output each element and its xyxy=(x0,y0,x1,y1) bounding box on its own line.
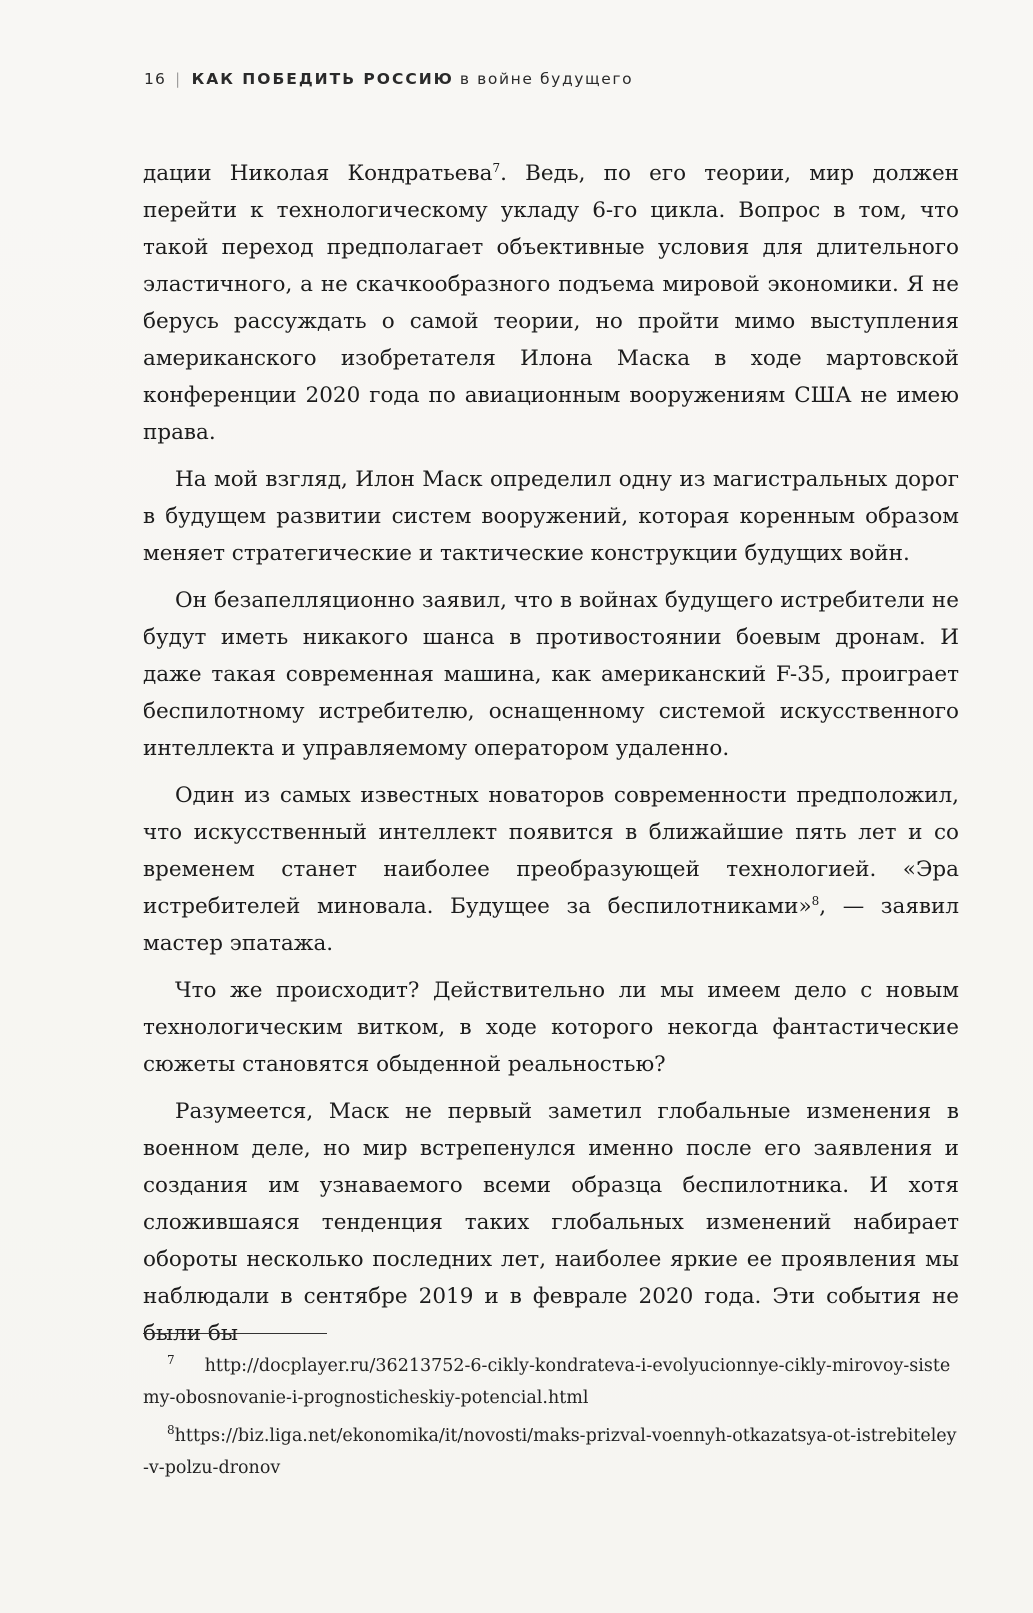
paragraph-5: Что же происходит? Действительно ли мы имеем дело с новым технологическим витком, в ходе которого некогда фантастические сюжеты становятся обыденной реальностью? xyxy=(143,978,959,1077)
paragraph-tail: . Ведь, по его теории, мир должен перейти к технологическому укладу 6-го цикла. Вопрос в том, что такой переход предполагает объективные условия для длительного эластичного, а не скачкообразного подъема мировой экономики. Я не берусь рассуждать о самой теории, но пройти мимо выступления американского изобретателя Илона Маска в ходе мартовской конференции 2020 года по авиационным вооружениям США не имею права. xyxy=(143,161,959,445)
paragraph-2: На мой взгляд, Илон Маск определил одну из магистральных дорог в будущем развитии систем вооружений, которая коренным образом меняет стратегические и тактические конструкции будущих войн. xyxy=(143,467,959,566)
paragraph-tail: , — заявил мастер эпатажа. xyxy=(143,894,959,956)
footnote-url: http://docplayer.ru/36213752-6-cikly-kondrateva-i-evolyucionnye-cikly-mirovoy-sistemy-obosnovanie-i-prognosticheskiy-potencial.html xyxy=(143,1356,951,1408)
book-title-caps: КАК ПОБЕДИТЬ РОССИЮ xyxy=(191,70,454,88)
paragraph-3: Он безапелляционно заявил, что в войнах будущего истребители не будут иметь никакого шанса в противостоянии боевым дронам. И даже такая современная машина, как американский F-35, проиграет беспилотному истребителю, оснащенному системой искусственного интеллекта и управляемому оператором удаленно. xyxy=(143,588,959,761)
paragraph-1 xyxy=(143,155,959,451)
running-head xyxy=(144,70,633,88)
paragraph-4 xyxy=(143,777,959,962)
paragraph-text: Один из самых известных новаторов современности предположил, что искусственный интеллект появится в ближайшие пять лет и со временем станет наиболее преобразующей технологией. «Эра истребителей миновала. Будущее за беспилотниками» xyxy=(143,783,959,919)
page-number: 16 xyxy=(144,70,167,88)
footnote-mark: 7 xyxy=(167,1353,175,1368)
footnote-ref-8: 8 xyxy=(811,893,820,908)
book-title-rest: в войне будущего xyxy=(459,70,634,88)
paragraph-text: дации Николая Кондратьева xyxy=(143,161,493,186)
footnote-7 xyxy=(143,1350,959,1414)
footnote-8 xyxy=(143,1420,959,1484)
paragraph-6: Разумеется, Маск не первый заметил глобальные изменения в военном деле, но мир встрепенулся именно после его заявления и создания им узнаваемого всеми образца беспилотника. И хотя сложившаяся тенденция таких глобальных изменений набирает обороты несколько последних лет, наиболее яркие ее проявления мы наблюдали в сентябре 2019 и в феврале 2020 года. Эти события не были бы xyxy=(143,1099,959,1346)
main-text xyxy=(143,155,959,1362)
footnotes xyxy=(143,1350,959,1490)
footnote-divider xyxy=(143,1333,327,1334)
footnote-url: https://biz.liga.net/ekonomika/it/novosti/maks-prizval-voennyh-otkazatsya-ot-istrebiteley-v-polzu-dronov xyxy=(143,1426,957,1478)
footnote-mark: 8 xyxy=(167,1423,175,1438)
footnote-ref-7: 7 xyxy=(492,160,501,175)
header-separator: | xyxy=(175,70,182,88)
